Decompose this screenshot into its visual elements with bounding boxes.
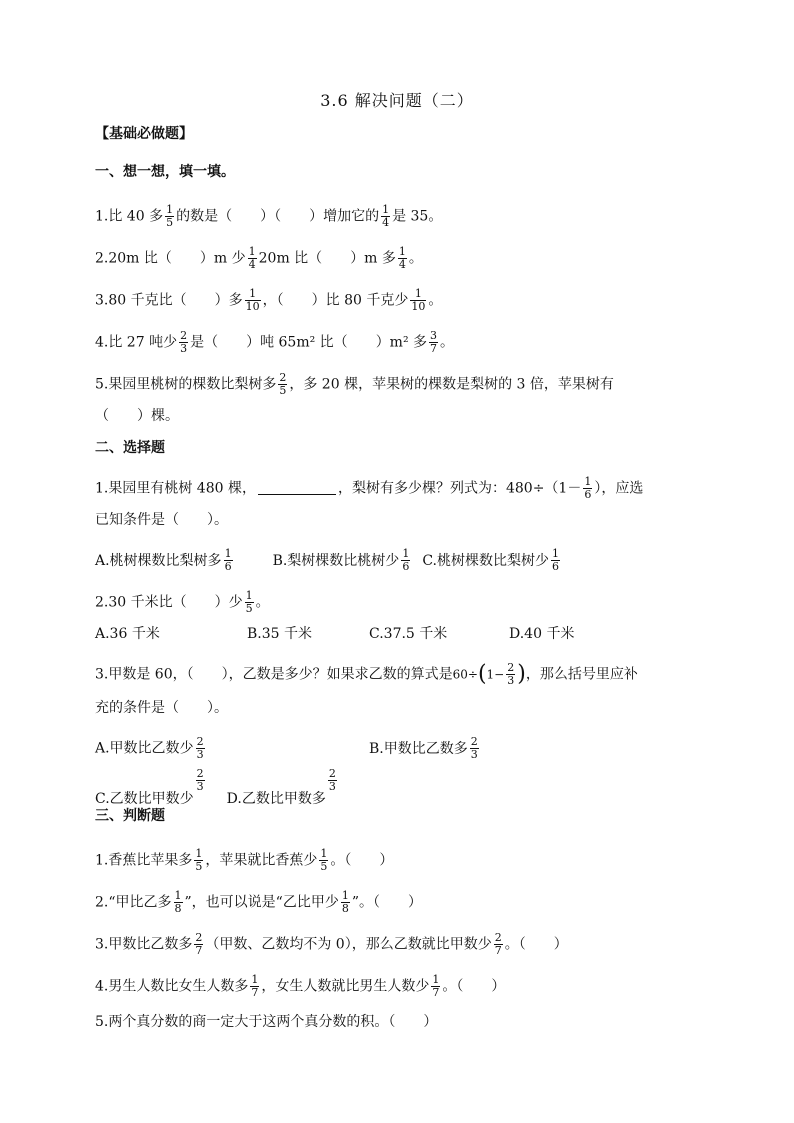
fraction: $\frac{1}{4}$ <box>248 245 256 271</box>
option-b[interactable]: B.35 千米 <box>247 626 313 642</box>
option-d[interactable]: D.乙数比甲数多 $\frac{2}{3}$ <box>226 767 336 807</box>
fraction: $\frac{2}{3}$ <box>507 661 515 687</box>
part1-question-4: 4.比 27 吨少 $\frac{2}{3}$ 是（ ）吨 65m² 比（ ）m² 多 $\frac{3}{7}$ 。 <box>95 329 455 355</box>
fraction: $\frac{2}{3}$ <box>196 767 204 793</box>
fraction: $\frac{1}{6}$ <box>224 547 232 573</box>
option-a[interactable]: A.36 千米 <box>95 626 160 642</box>
page-title: 3.6 解决问题（二） <box>320 91 474 110</box>
option-a[interactable]: A.甲数比乙数少 $\frac{2}{3}$ <box>95 735 204 761</box>
fraction: $\frac{1}{4}$ <box>398 245 406 271</box>
part2-question-3-cont: 充的条件是（ ）。 <box>95 700 228 716</box>
fraction: $\frac{1}{10}$ <box>245 287 260 313</box>
option-c[interactable]: C.37.5 千米 <box>369 626 448 642</box>
part1-question-3: 3.80 千克比（ ）多 $\frac{1}{10}$ ，（ ）比 80 千克少 $\frac{1}{10}$ 。 <box>95 287 443 313</box>
option-d[interactable]: D.40 千米 <box>509 626 575 642</box>
part1-heading: 一、想一想，填一填。 <box>95 164 235 180</box>
fraction: $\frac{1}{5}$ <box>245 589 253 615</box>
fraction: $\frac{2}{7}$ <box>494 931 502 957</box>
option-c[interactable]: C.乙数比甲数少 $\frac{2}{3}$ <box>95 767 204 807</box>
fraction: $\frac{1}{6}$ <box>551 547 559 573</box>
fraction: $\frac{1}{10}$ <box>411 287 426 313</box>
fraction: $\frac{2}{3}$ <box>196 735 204 761</box>
fraction: $\frac{1}{8}$ <box>174 889 182 915</box>
part2-question-1-cont: 已知条件是（ ）。 <box>95 512 228 528</box>
part2-question-2-options <box>95 624 574 644</box>
part3-question-1: 1.香蕉比苹果多 $\frac{1}{5}$ ，苹果就比香蕉少 $\frac{1}{5}$ 。（ ） <box>95 847 394 873</box>
part1-question-2: 2.20m 比（ ）m 少 $\frac{1}{4}$ 20m 比（ ）m 多 $\frac{1}{4}$ 。 <box>95 245 423 271</box>
part1-question-1: 1.比 40 多 $\frac{1}{5}$ 的数是（ ）（ ）增加它的 $\frac{1}{4}$ 是 35。 <box>95 203 443 229</box>
part1-question-5: 5.果园里桃树的棵数比梨树多 $\frac{2}{5}$ ，多 20 棵，苹果树的棵数是梨树的 3 倍，苹果树有 <box>95 371 614 397</box>
part1-question-5-cont: （ ）棵。 <box>95 408 179 424</box>
part2-heading: 二、选择题 <box>95 440 165 456</box>
option-b[interactable]: B.梨树棵数比桃树少 $\frac{1}{6}$ <box>272 547 410 573</box>
part3-question-5: 5.两个真分数的商一定大于这两个真分数的积。（ ） <box>95 1014 438 1030</box>
part2-question-3-options-row1 <box>95 736 481 761</box>
part3-question-3: 3.甲数比乙数多 $\frac{2}{7}$ （甲数、乙数均不为 0），那么乙数就比甲数少 $\frac{2}{7}$ 。（ ） <box>95 931 568 957</box>
option-b[interactable]: B.甲数比乙数多 $\frac{2}{3}$ <box>369 735 478 761</box>
part2-question-1-options <box>95 548 562 573</box>
part3-heading: 三、判断题 <box>95 808 165 824</box>
part3-question-2: 2.“甲比乙多 $\frac{1}{8}$ ”，也可以说是“乙比甲少 $\frac{1}{8}$ ”。（ ） <box>95 889 423 915</box>
fraction: $\frac{1}{6}$ <box>584 475 592 501</box>
part2-question-1: 1.果园里有桃树 480 棵， ，梨树有多少棵？列式为：480÷（1－ $\frac{1}{6}$ ），应选 <box>95 475 644 501</box>
fraction: $\frac{1}{5}$ <box>166 203 174 229</box>
fraction: $\frac{2}{3}$ <box>470 735 478 761</box>
fraction: $\frac{1}{6}$ <box>402 547 410 573</box>
fraction: $\frac{2}{3}$ <box>328 767 336 793</box>
part3-question-4: 4.男生人数比女生人数多 $\frac{1}{7}$ ，女生人数就比男生人数少 $\frac{1}{7}$ 。（ ） <box>95 973 506 999</box>
option-a[interactable]: A.桃树棵数比梨树多 $\frac{1}{6}$ <box>95 547 232 573</box>
fraction: $\frac{1}{8}$ <box>341 889 349 915</box>
option-c[interactable]: C.桃树棵数比梨树少 $\frac{1}{6}$ <box>422 547 559 573</box>
fraction: $\frac{1}{5}$ <box>320 847 328 873</box>
fraction: $\frac{1}{7}$ <box>251 973 259 999</box>
section-basic-label: 【基础必做题】 <box>95 126 193 142</box>
fraction: $\frac{2}{5}$ <box>279 371 287 397</box>
fraction: $\frac{2}{7}$ <box>195 931 203 957</box>
answer-blank[interactable] <box>258 482 336 495</box>
fraction: $\frac{1}{5}$ <box>195 847 203 873</box>
part2-question-2: 2.30 千米比（ ）少 $\frac{1}{5}$ 。 <box>95 589 270 615</box>
fraction: $\frac{2}{3}$ <box>180 329 188 355</box>
part2-question-3: 3.甲数是 60，（ ），乙数是多少？如果求乙数的算式是60÷(1− $\frac{2}{3}$ )，那么括号里应补 <box>95 661 638 687</box>
fraction: $\frac{1}{7}$ <box>432 973 440 999</box>
fraction: $\frac{3}{7}$ <box>430 329 438 355</box>
fraction: $\frac{1}{4}$ <box>382 203 390 229</box>
